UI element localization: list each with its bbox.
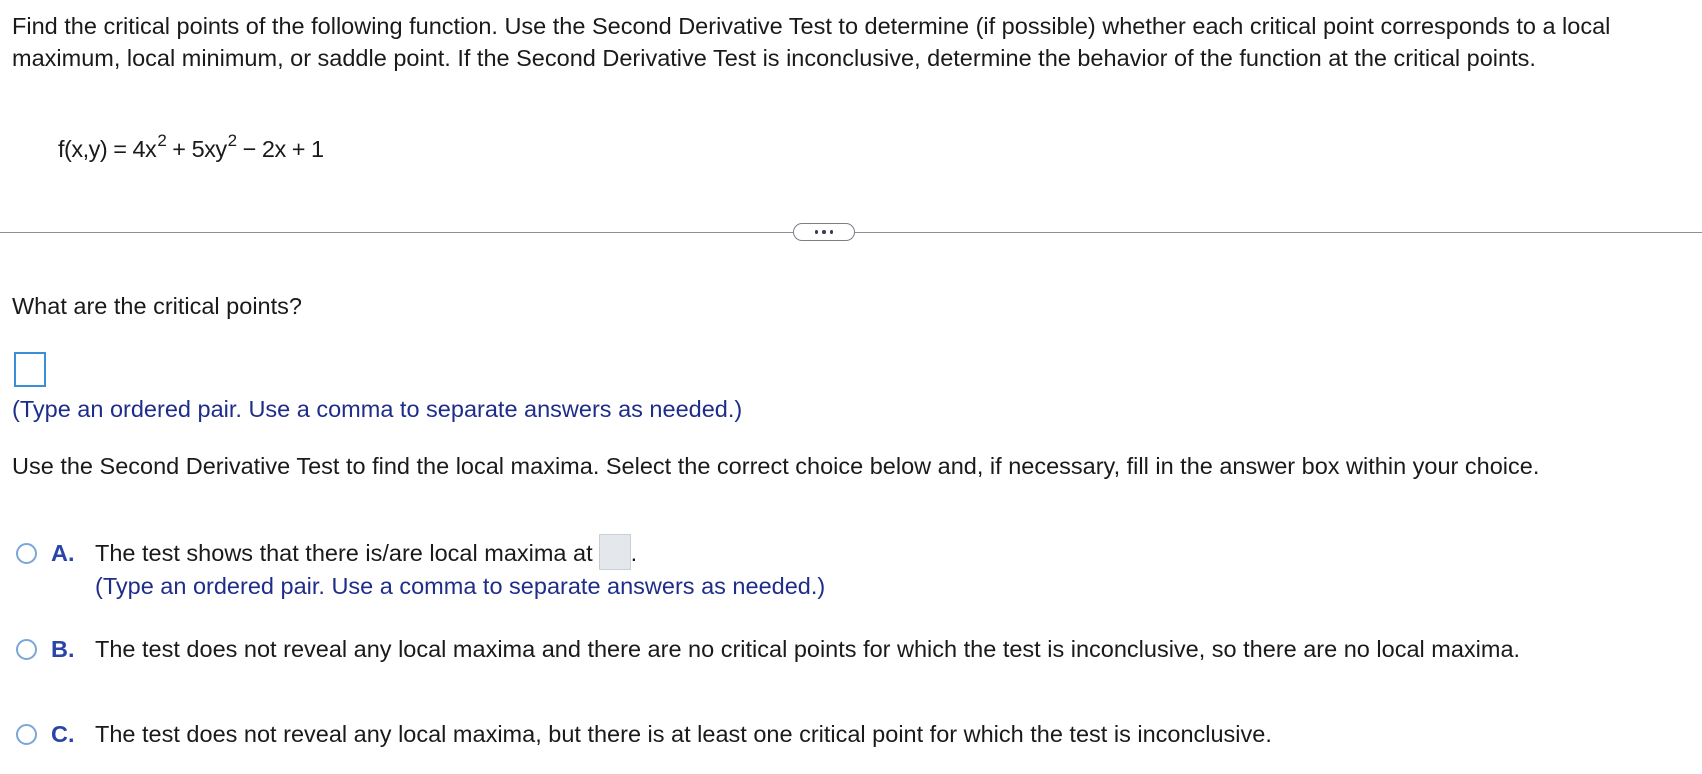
exponent-2: 2 [227,131,237,151]
critical-points-answer-input[interactable] [14,352,46,387]
choice-b[interactable] [16,633,1655,665]
dot [815,230,819,234]
exponent-1: 2 [157,131,167,151]
choice-c-text: The test does not reveal any local maxima, but there is at least one critical point for which the test is inconclusive. [95,721,1272,747]
choice-a-body [95,537,825,602]
choice-a-text: The test shows that there is/are local maxima at [95,540,593,566]
choice-a[interactable] [16,537,825,602]
choice-c[interactable] [16,718,1272,750]
choice-b-letter: B. [51,636,75,662]
choice-b-text: The test does not reveal any local maxima and there are no critical points for which the test is inconclusive, so there are no local maxima. [95,636,1521,662]
function-mid: + 5xy [166,136,227,162]
function-expression [58,131,324,163]
local-maxima-answer-input[interactable] [599,534,631,570]
local-maxima-instruction: Use the Second Derivative Test to find the local maxima. Select the correct choice below and, if necessary, fill in the answer box within your choice. [12,453,1540,479]
choice-a-line [95,537,825,570]
choice-c-letter: C. [51,721,75,747]
more-dots-icon[interactable] [793,223,855,241]
problem-statement: Find the critical points of the following function. Use the Second Derivative Test to determine (if possible) whether each critical point corresponds to a local maximum, local minimum, or saddle point. If the Second Derivative Test is inconclusive, determine the behavior of the function at the critical points. [12,13,1611,71]
radio-button-a[interactable] [16,543,37,564]
choice-a-letter: A. [51,540,75,566]
function-rhs: − 2x + 1 [236,136,324,162]
dot [822,230,826,234]
function-lhs: f(x,y) = 4x [58,136,157,162]
critical-points-hint: (Type an ordered pair. Use a comma to separate answers as needed.) [12,396,743,422]
question-critical-points: What are the critical points? [12,293,302,319]
dot [830,230,834,234]
choice-a-hint: (Type an ordered pair. Use a comma to separate answers as needed.) [95,572,826,599]
radio-button-c[interactable] [16,724,37,745]
choice-a-suffix: . [630,540,638,566]
radio-button-b[interactable] [16,639,37,660]
